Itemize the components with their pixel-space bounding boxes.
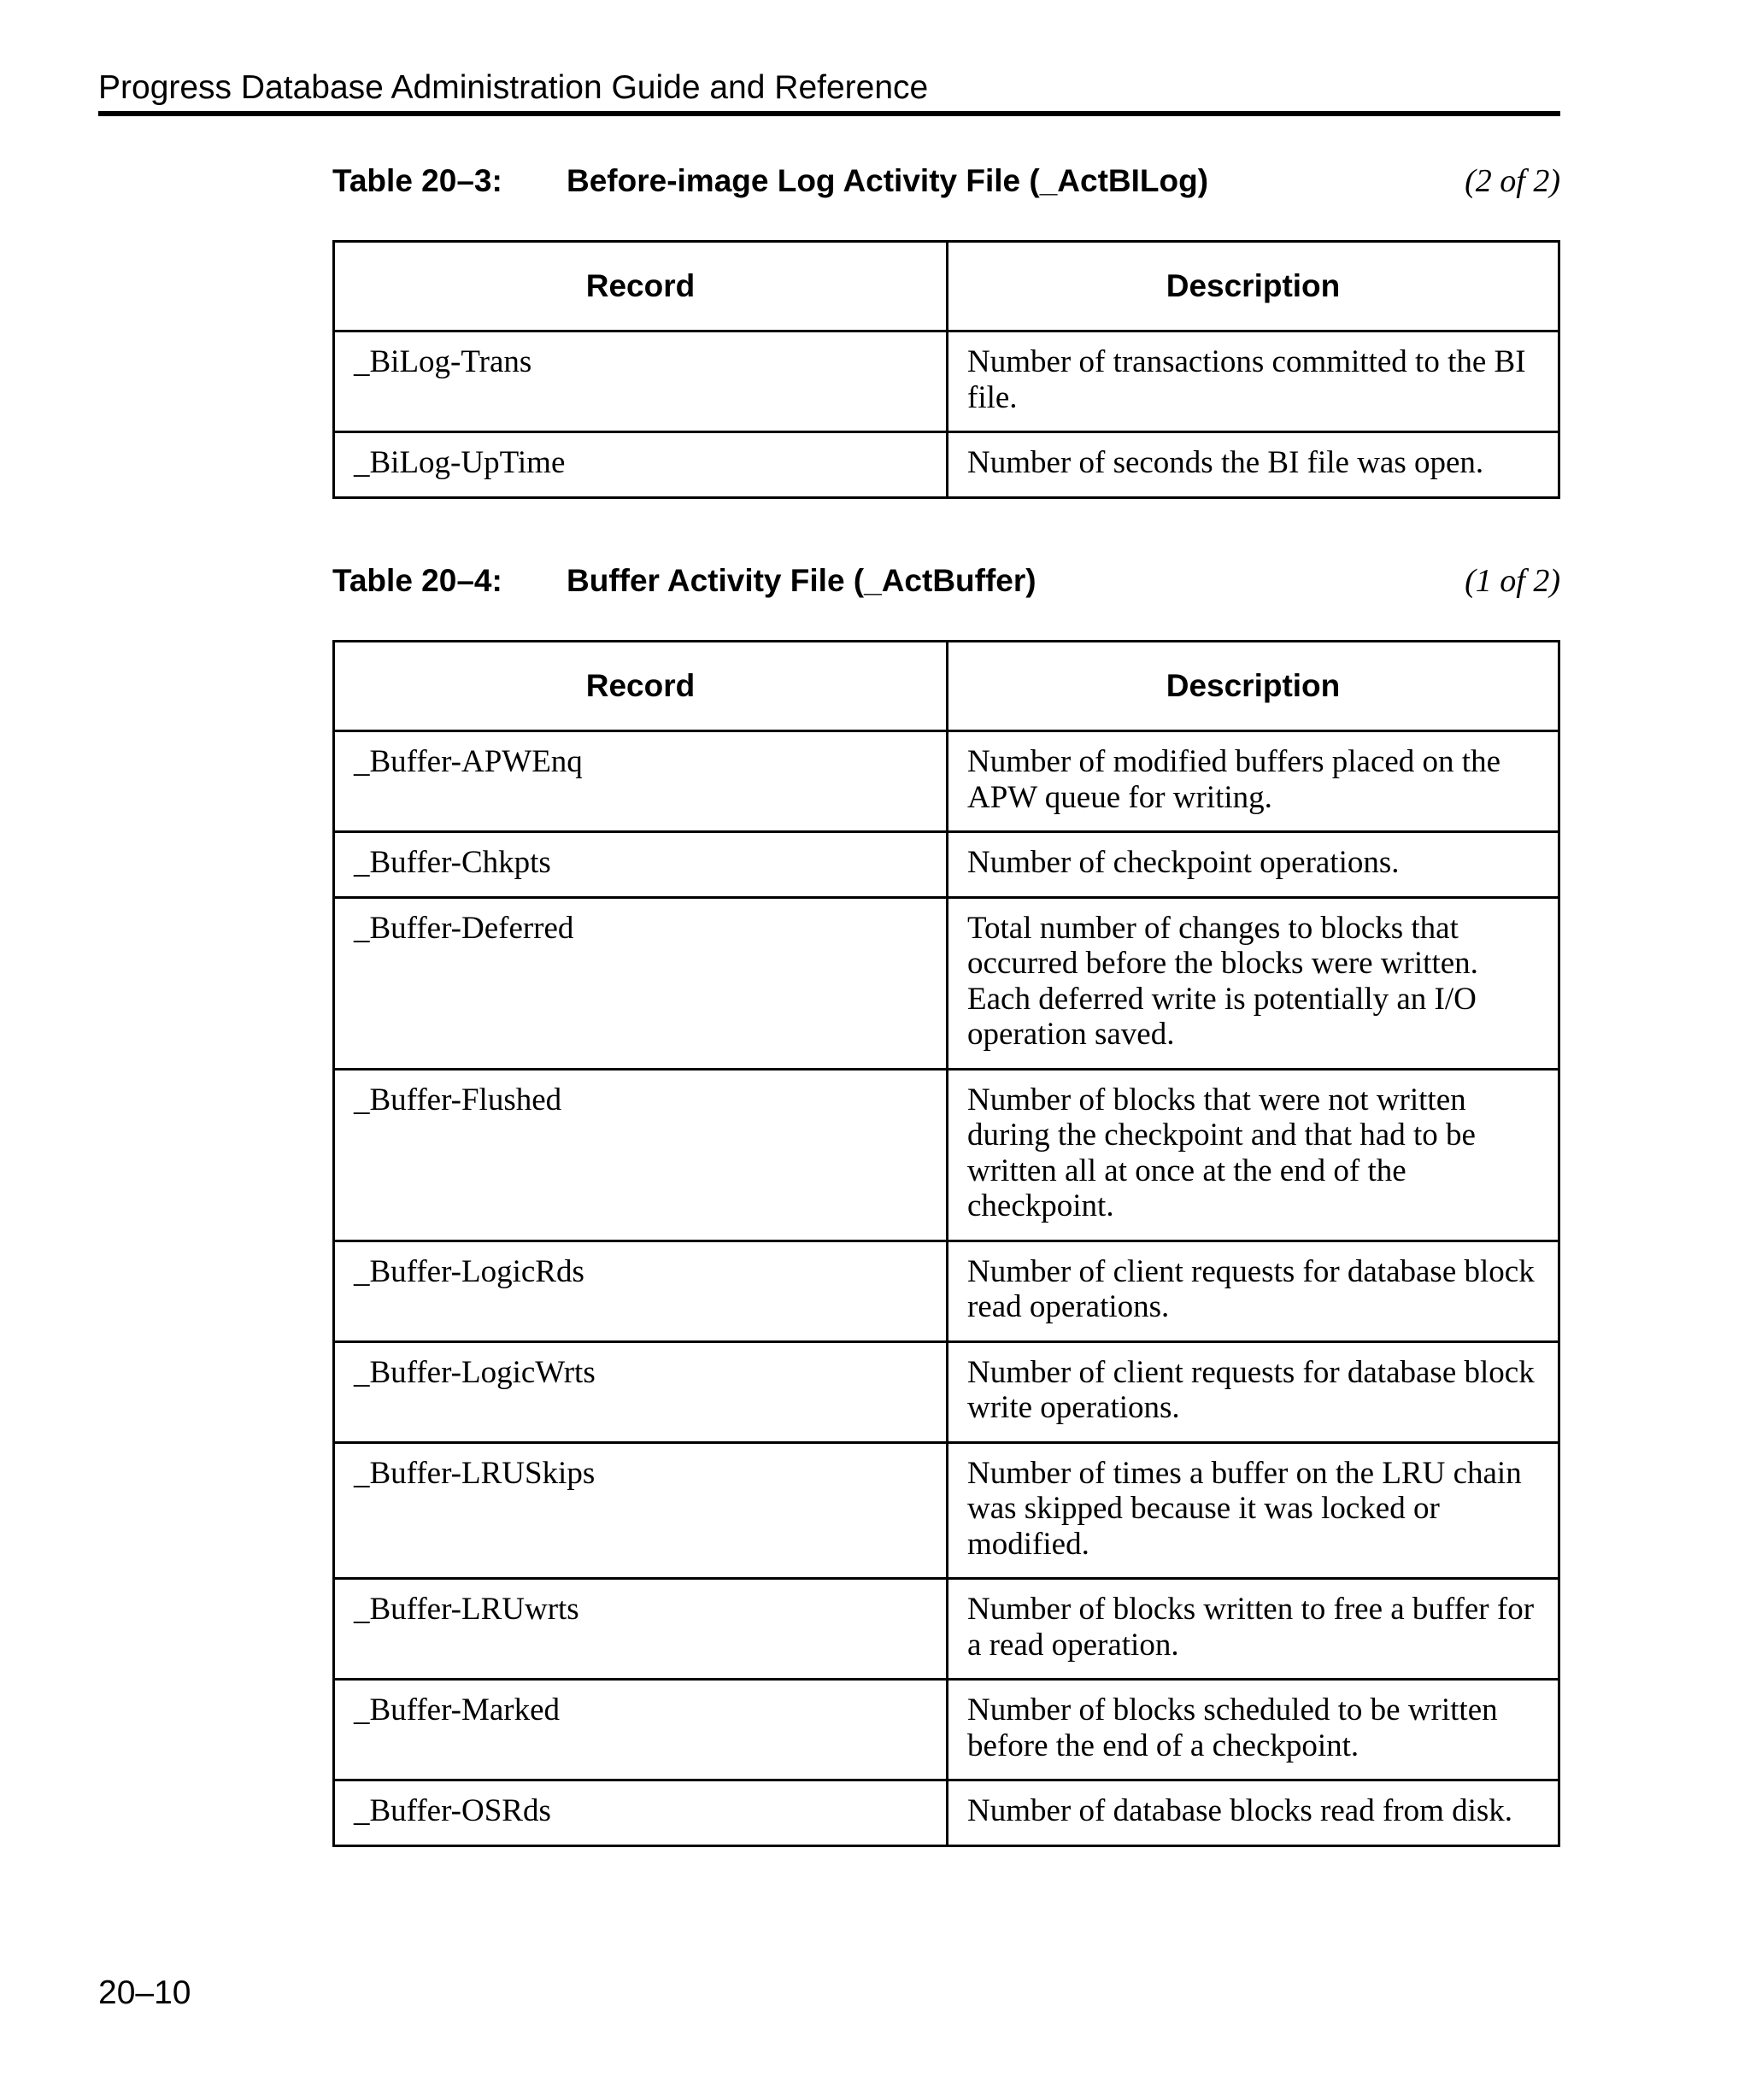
table-row xyxy=(334,1442,1559,1579)
description-cell: Number of client requests for database block write operations. xyxy=(948,1341,1559,1442)
description-cell: Number of modified buffers placed on the APW queue for writing. xyxy=(948,731,1559,832)
record-cell: _Buffer-Marked xyxy=(334,1680,948,1780)
table-3-title: Before-image Log Activity File (_ActBILog) xyxy=(567,163,1209,198)
page-number: 20–10 xyxy=(98,1974,191,2011)
table-3-body xyxy=(334,331,1559,498)
record-cell: _Buffer-OSRds xyxy=(334,1780,948,1846)
record-cell: _BiLog-Trans xyxy=(334,331,948,432)
description-cell: Number of blocks that were not written during the checkpoint and that had to be written all at once at the end of the checkpoint. xyxy=(948,1069,1559,1241)
table-4-body xyxy=(334,731,1559,1846)
record-cell: _Buffer-APWEnq xyxy=(334,731,948,832)
table-header-row xyxy=(334,642,1559,731)
record-cell: _Buffer-Flushed xyxy=(334,1069,948,1241)
description-cell: Total number of changes to blocks that occurred before the blocks were written. Each deferred write is potentially an I/O operation saved. xyxy=(948,897,1559,1069)
table-3-part: (2 of 2) xyxy=(1465,163,1560,199)
table-header-row xyxy=(334,242,1559,331)
table-row xyxy=(334,1579,1559,1680)
table-4-title: Buffer Activity File (_ActBuffer) xyxy=(567,563,1036,598)
table-4 xyxy=(332,640,1560,1847)
description-cell: Number of checkpoint operations. xyxy=(948,832,1559,898)
table-row xyxy=(334,1780,1559,1846)
table-4-caption xyxy=(332,560,1560,602)
table-row xyxy=(334,331,1559,432)
column-header-record: Record xyxy=(334,642,948,731)
table-row xyxy=(334,1341,1559,1442)
column-header-description: Description xyxy=(948,242,1559,331)
description-cell: Number of client requests for database block read operations. xyxy=(948,1241,1559,1341)
record-cell: _Buffer-LRUSkips xyxy=(334,1442,948,1579)
table-row xyxy=(334,1069,1559,1241)
table-row xyxy=(334,1680,1559,1780)
table-row xyxy=(334,832,1559,898)
column-header-description: Description xyxy=(948,642,1559,731)
table-row xyxy=(334,731,1559,832)
table-3-caption xyxy=(332,160,1560,202)
record-cell: _Buffer-LRUwrts xyxy=(334,1579,948,1680)
column-header-record: Record xyxy=(334,242,948,331)
description-cell: Number of blocks scheduled to be written before the end of a checkpoint. xyxy=(948,1680,1559,1780)
table-3-number: Table 20–3: xyxy=(332,163,502,198)
table-3 xyxy=(332,240,1560,499)
header-rule xyxy=(98,111,1560,116)
table-row xyxy=(334,1241,1559,1341)
table-4-number: Table 20–4: xyxy=(332,563,502,598)
record-cell: _Buffer-LogicRds xyxy=(334,1241,948,1341)
record-cell: _Buffer-LogicWrts xyxy=(334,1341,948,1442)
table-4-part: (1 of 2) xyxy=(1465,563,1560,599)
record-cell: _Buffer-Chkpts xyxy=(334,832,948,898)
description-cell: Number of times a buffer on the LRU chain was skipped because it was locked or modified. xyxy=(948,1442,1559,1579)
table-row xyxy=(334,432,1559,498)
table-row xyxy=(334,897,1559,1069)
description-cell: Number of database blocks read from disk. xyxy=(948,1780,1559,1846)
description-cell: Number of transactions committed to the BI file. xyxy=(948,331,1559,432)
running-header: Progress Database Administration Guide and Reference xyxy=(98,69,929,106)
record-cell: _BiLog-UpTime xyxy=(334,432,948,498)
description-cell: Number of seconds the BI file was open. xyxy=(948,432,1559,498)
record-cell: _Buffer-Deferred xyxy=(334,897,948,1069)
description-cell: Number of blocks written to free a buffer for a read operation. xyxy=(948,1579,1559,1680)
